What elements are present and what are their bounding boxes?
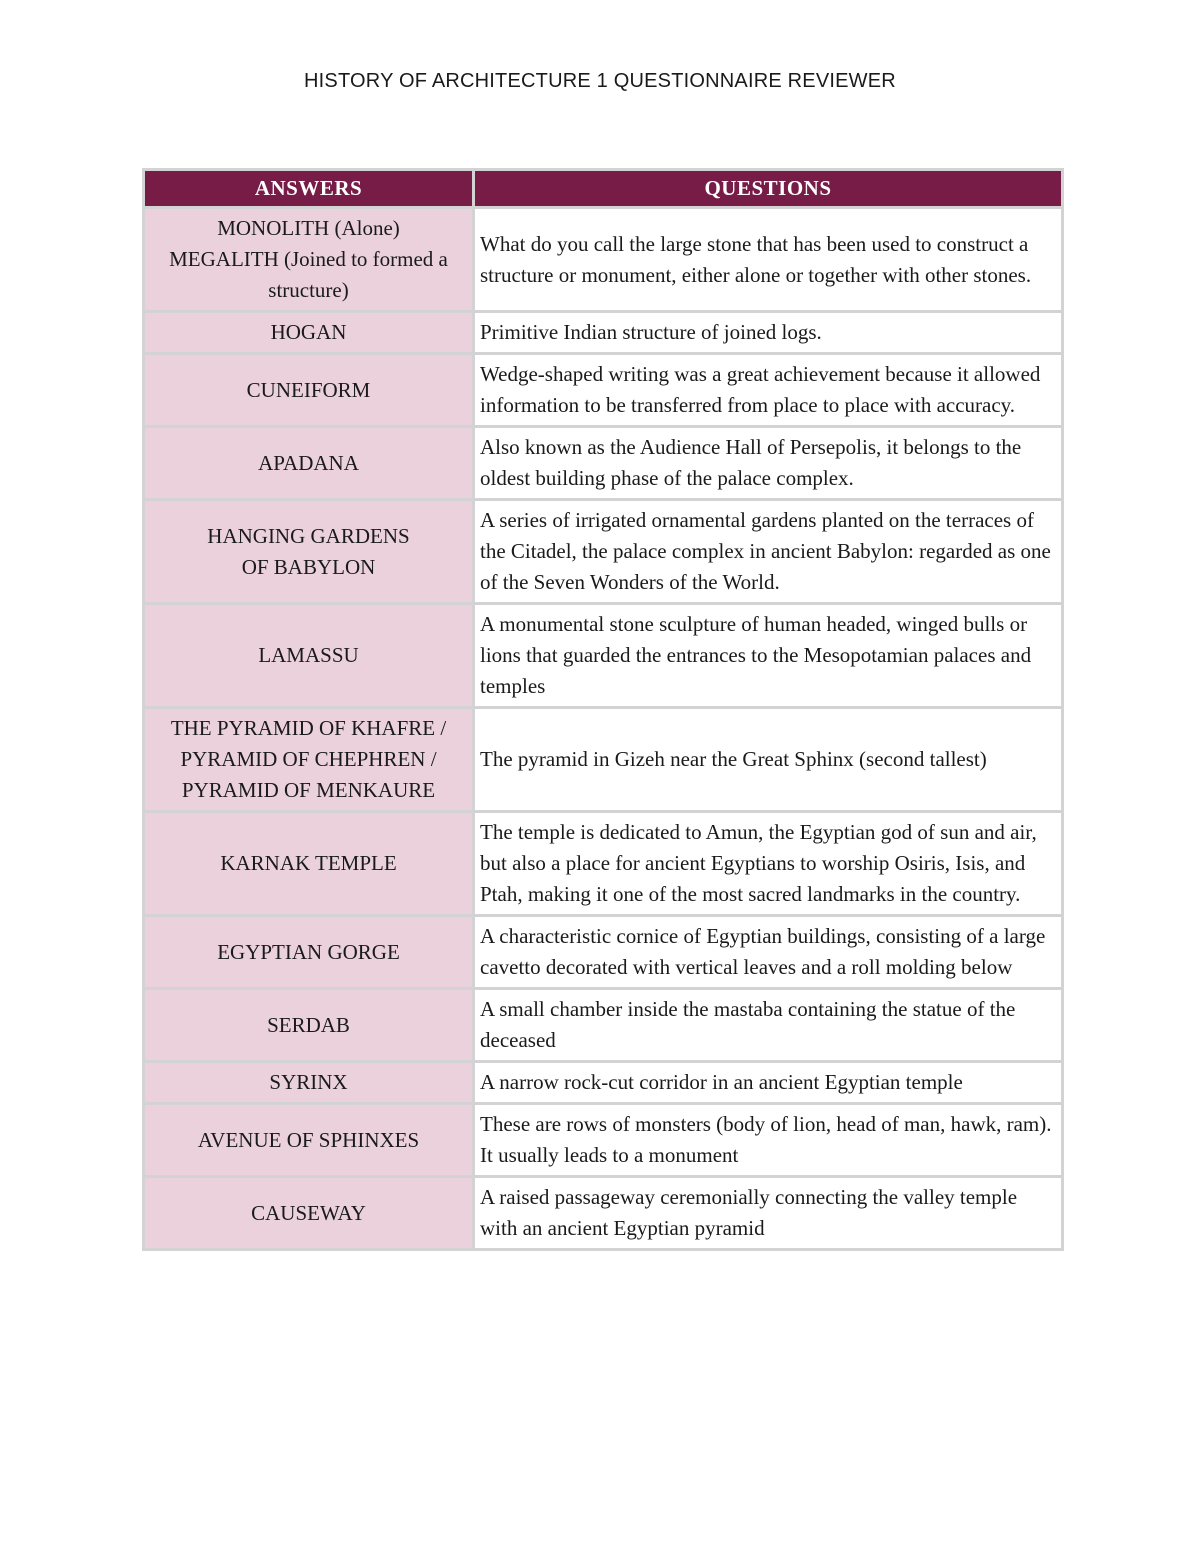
answer-line: HOGAN: [270, 320, 347, 344]
question-cell: The pyramid in Gizeh near the Great Sphinx (second tallest): [474, 708, 1063, 812]
table-row: [144, 354, 1063, 427]
reviewer-table: [142, 168, 1064, 1251]
table-row: [144, 1177, 1063, 1250]
answer-line: PYRAMID OF CHEPHREN /: [180, 747, 437, 771]
answer-line: SYRINX: [269, 1070, 348, 1094]
table-row: [144, 500, 1063, 604]
answer-line: EGYPTIAN GORGE: [217, 939, 400, 964]
answer-cell: [144, 1104, 474, 1177]
answer-cell: [144, 604, 474, 708]
table-row: [144, 208, 1063, 312]
answer-line: CAUSEWAY: [251, 1200, 366, 1225]
answer-line: structure): [268, 278, 349, 302]
table-header-row: [144, 170, 1063, 208]
question-cell: These are rows of monsters (body of lion, head of man, hawk, ram). It usually leads to a monument: [474, 1104, 1063, 1177]
answer-line: HANGING GARDENS: [207, 523, 410, 548]
answer-cell: [144, 1062, 474, 1104]
question-cell: A monumental stone sculpture of human headed, winged bulls or lions that guarded the entrances to the Mesopotamian palaces and temples: [474, 604, 1063, 708]
question-cell: Primitive Indian structure of joined logs.: [474, 312, 1063, 354]
answer-line: KARNAK TEMPLE: [220, 851, 397, 875]
table-row: [144, 1104, 1063, 1177]
table-row: [144, 812, 1063, 916]
question-cell: A small chamber inside the mastaba containing the statue of the deceased: [474, 989, 1063, 1062]
answer-line: MEGALITH (Joined to formed a: [169, 247, 448, 271]
table-row: [144, 916, 1063, 989]
answer-cell: [144, 500, 474, 604]
table-row: [144, 427, 1063, 500]
table-row: [144, 989, 1063, 1062]
question-cell: The temple is dedicated to Amun, the Egyptian god of sun and air, but also a place for ancient Egyptians to worship Osiris, Isis, and Ptah, making it one of the most sacred landmarks in the country.: [474, 812, 1063, 916]
answer-line: CUNEIFORM: [246, 377, 371, 402]
answer-cell: [144, 427, 474, 500]
question-cell: Wedge-shaped writing was a great achievement because it allowed information to be transferred from place to place with accuracy.: [474, 354, 1063, 427]
answer-line: APADANA: [258, 450, 359, 475]
answer-line: MONOLITH (Alone): [217, 216, 400, 240]
table-row: [144, 1062, 1063, 1104]
answer-cell: [144, 208, 474, 312]
question-cell: What do you call the large stone that has been used to construct a structure or monument, either alone or together with other stones.: [474, 208, 1063, 312]
answer-line: AVENUE OF SPHINXES: [197, 1127, 420, 1152]
table-row: [144, 604, 1063, 708]
answer-cell: [144, 312, 474, 354]
page-title: HISTORY OF ARCHITECTURE 1 QUESTIONNAIRE REVIEWER: [304, 70, 896, 92]
question-cell: A raised passageway ceremonially connecting the valley temple with an ancient Egyptian pyramid: [474, 1177, 1063, 1250]
answer-line: PYRAMID OF MENKAURE: [181, 778, 436, 802]
question-cell: A characteristic cornice of Egyptian buildings, consisting of a large cavetto decorated with vertical leaves and a roll molding below: [474, 916, 1063, 989]
answer-line: LAMASSU: [258, 643, 359, 667]
answer-cell: [144, 708, 474, 812]
table-body: [144, 208, 1063, 1250]
answer-cell: [144, 812, 474, 916]
answer-line: SERDAB: [267, 1012, 350, 1037]
answer-cell: [144, 989, 474, 1062]
answer-cell: [144, 916, 474, 989]
question-cell: A series of irrigated ornamental gardens planted on the terraces of the Citadel, the palace complex in ancient Babylon: regarded as one of the Seven Wonders of the World.: [474, 500, 1063, 604]
answer-line: OF BABYLON: [241, 554, 376, 579]
table-row: [144, 312, 1063, 354]
question-cell: Also known as the Audience Hall of Persepolis, it belongs to the oldest building phase of the palace complex.: [474, 427, 1063, 500]
answer-line: THE PYRAMID OF KHAFRE /: [170, 716, 447, 740]
question-cell: A narrow rock-cut corridor in an ancient Egyptian temple: [474, 1062, 1063, 1104]
questions-column-header: QUESTIONS: [474, 170, 1063, 208]
answers-column-header: ANSWERS: [144, 170, 474, 208]
answer-cell: [144, 1177, 474, 1250]
table-row: [144, 708, 1063, 812]
answer-cell: [144, 354, 474, 427]
